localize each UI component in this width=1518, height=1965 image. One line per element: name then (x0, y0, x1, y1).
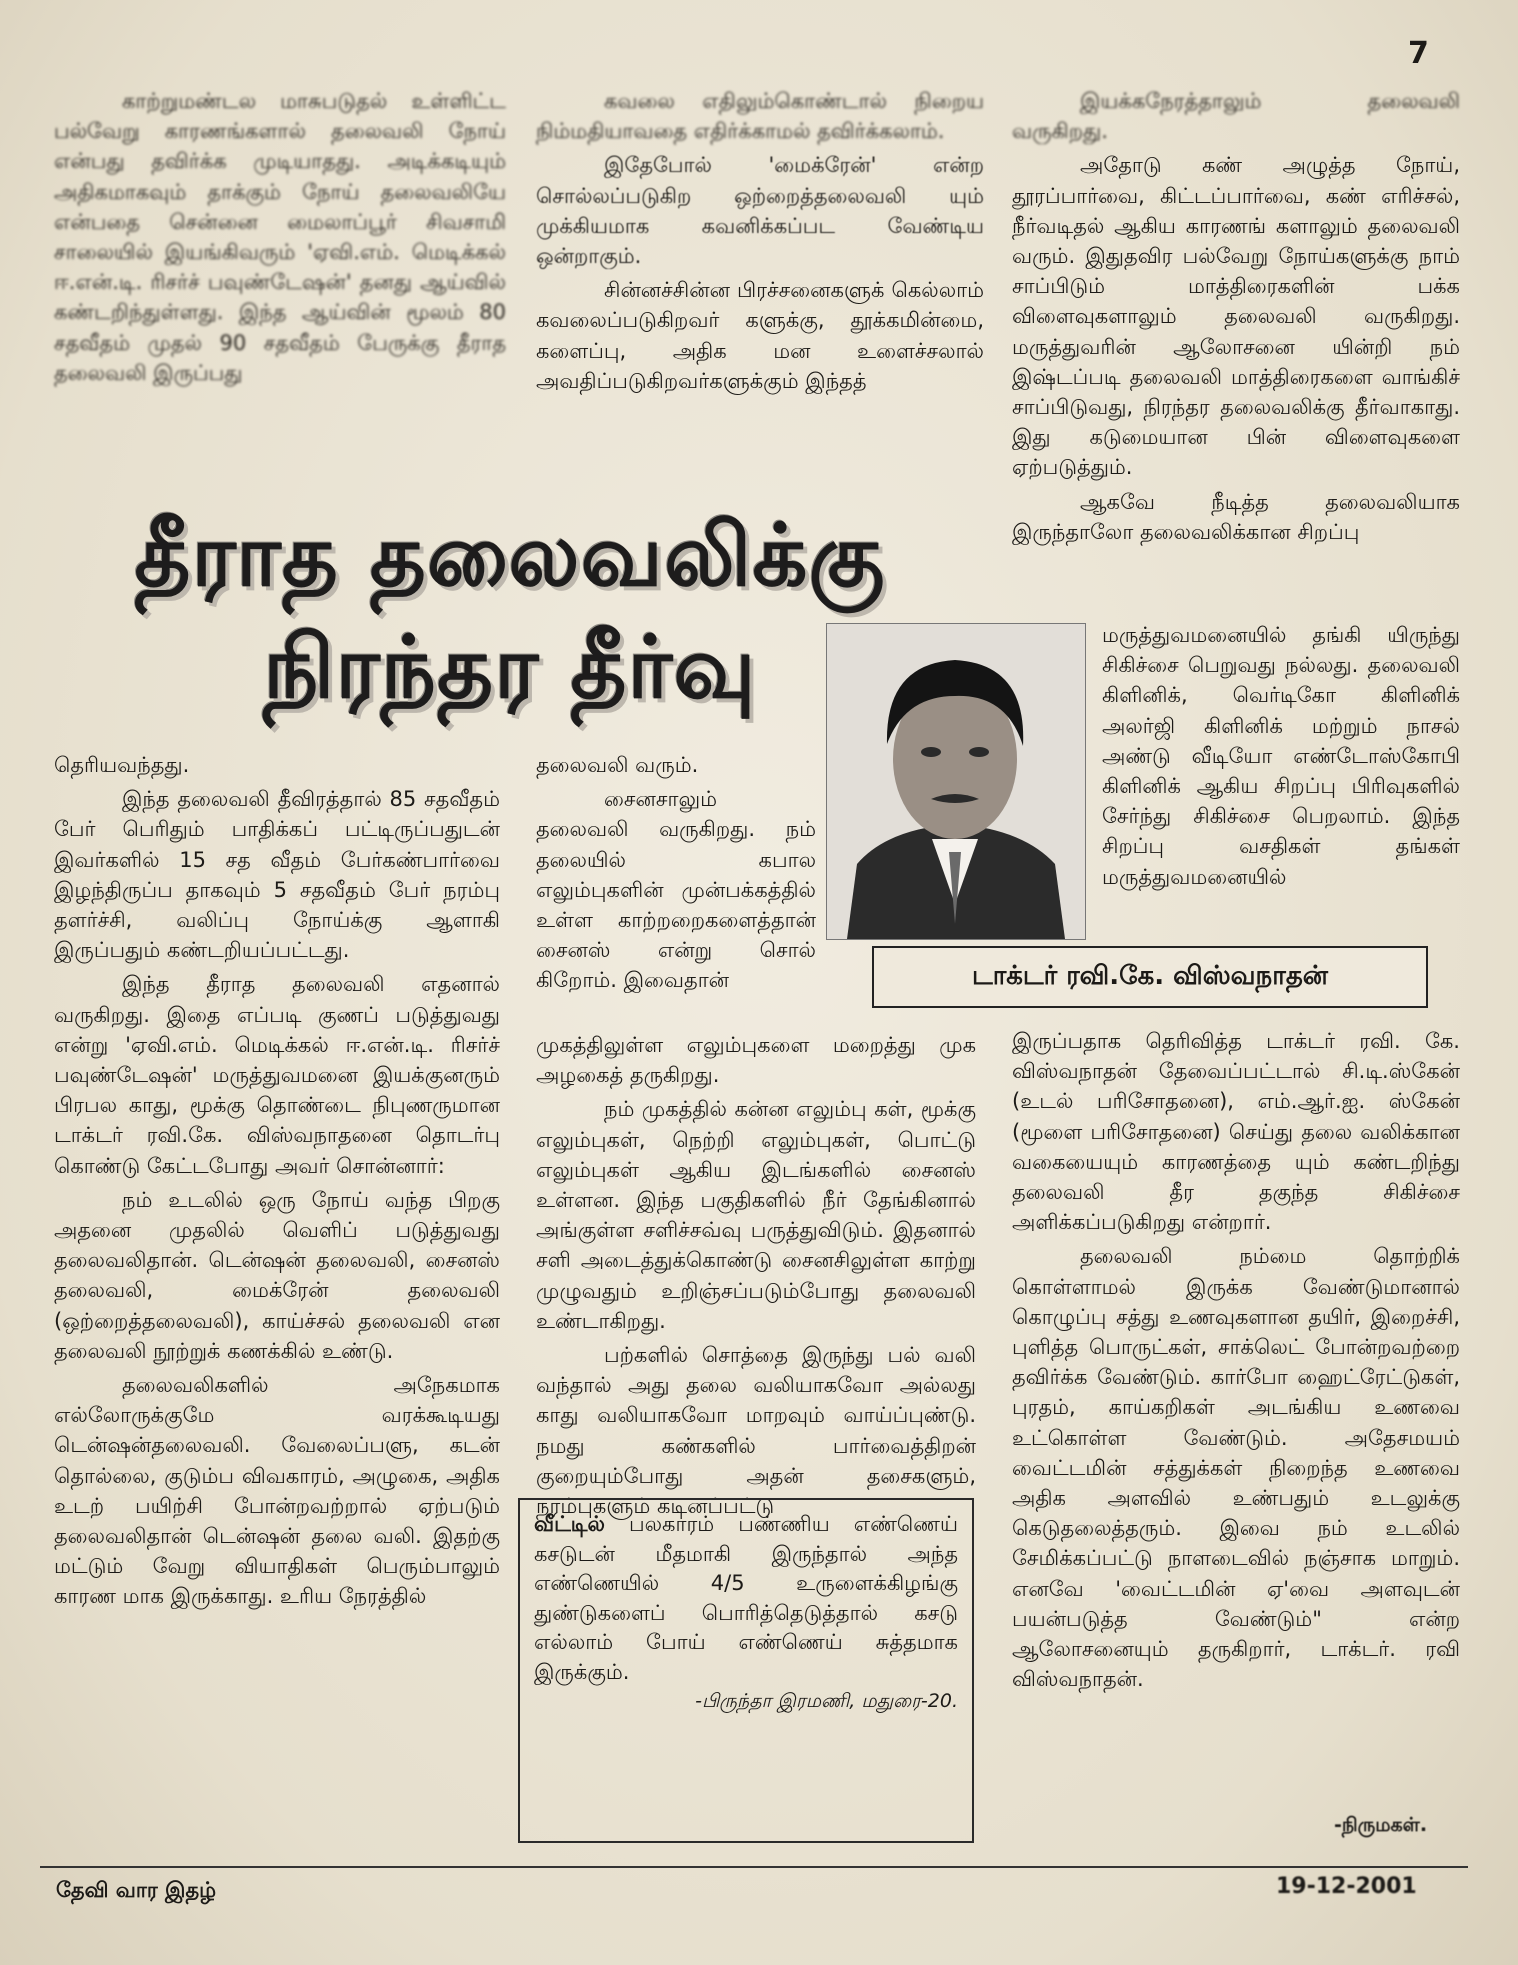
footer-rule (40, 1866, 1468, 1868)
tip-lead-word: வீட்டில் (534, 1512, 605, 1536)
top-col2-para2: இதேபோல் 'மைக்ரேன்' என்ற சொல்லப்படுகிற ஒற்றைத்தலைவலி யும் முக்கியமாக கவனிக்கப்பட வேண்டிய ஒன்றாகும். (536, 153, 984, 269)
top-col2-para1: கவலை எதிலும்கொண்டால் நிறைய நிம்மதியாவதை எதிர்க்காமல் தவிர்க்கலாம். (536, 89, 984, 144)
top-column-3 (1012, 86, 1460, 551)
top-col2-para3: சின்னச்சின்ன பிரச்சனைகளுக் கெல்லாம் கவலைப்படுகிறவர் களுக்கு, தூக்கமின்மை, களைப்பு, அதிக மன உளைச்சலால் அவதிப்படுகிறவர்களுக்கும் இந்தத் (536, 278, 984, 393)
doctor-photo (826, 623, 1086, 940)
photo-caption: டாக்டர் ரவி.கே. விஸ்வநாதன் (872, 946, 1428, 1008)
bottom-column-1 (54, 750, 500, 1616)
top-column-2 (536, 86, 984, 400)
tip-box (518, 1498, 974, 1843)
bottom-col2-para5: பற்களில் சொத்தை இருந்து பல் வலி வந்தால் அது தலை வலியாகவோ அல்லது காது வலியாகவோ மாறவும் வாய்ப்புண்டு. நமது கண்களில் பார்வைத்திறன் குறையும்போது அதன் தசைகளும், நரம்புகளும் கடினப்பட்டு (536, 1343, 976, 1519)
tip-source: -பிருந்தா இரமணி, மதுரை-20. (695, 1690, 958, 1712)
bottom-col1-para5: தலைவலிகளில் அநேகமாக எல்லோருக்குமே வரக்கூடியது டென்ஷன்தலைவலி. வேலைப்பளு, கடன் தொல்லை, குடும்ப விவகாரம், அழுகை, அதிக உடற் பயிற்சி போன்றவற்றால் ஏற்படும் தலைவலிதான் டென்ஷன் தலை வலி. இதற்கு மட்டும் வேறு வியாதிகள் பெரும்பாலும் காரண மாக இருக்காது. உரிய நேரத்தில் (54, 1373, 500, 1609)
bottom-col2-para1: தலைவலி வரும். (536, 753, 699, 777)
bottom-col2-para4: நம் முகத்தில் கன்ன எலும்பு கள், மூக்கு எலும்புகள், நெற்றி எலும்புகள், பொட்டு எலும்புகள் ஆகிய இடங்களில் சைனஸ் உள்ளன. இந்த பகுதிகளில் நீர் தேங்கினால் அங்குள்ள சளிச்சவ்வு பருத்துவிடும். இதனால் சளி அடைத்துக்கொண்டு சைனசிலுள்ள காற்று முழுவதும் உறிஞ்சப்படும்போது தலைவலி உண்டாகிறது. (536, 1097, 976, 1333)
top-col1-text: காற்றுமண்டல மாசுபடுதல் உள்ளிட்ட பல்வேறு காரணங்களால் தலைவலி நோய் என்பது தவிர்க்க முடியாதது. அடிக்கடியும் அதிகமாகவும் தாக்கும் நோய் தலைவலியே என்பதை சென்னை மைலாப்பூர் சிவசாமி சாலையில் இயங்கிவரும் 'ஏவி.எம். மெடிக்கல் ஈ.என்.டி. ரிசர்ச் பவுண்டேஷன்' தனது ஆய்வில் கண்டறிந்துள்ளது. இந்த ஆய்வின் மூலம் 80 சதவீதம் முதல் 90 சதவீதம் பேருக்கு தீராத தலைவலி இருப்பது (54, 89, 506, 385)
bottom-col3-para2: தலைவலி நம்மை தொற்றிக் கொள்ளாமல் இருக்க வேண்டுமானால் கொழுப்பு சத்து உணவுகளான தயிர், இறைச்சி, புளித்த பொருட்கள், சாக்லெட் போன்றவற்றை தவிர்க்க வேண்டும். கார்போ ஹைட்ரேட்டுகள், புரதம், காய்கறிகள் அடங்கிய உணவை உட்கொள்ள வேண்டும். அதேசமயம் வைட்டமின் சத்துக்கள் நிறைந்த உணவை அதிக அளவில் உண்பதும் உடலுக்கு கெடுதலைத்தரும். இவை நம் உடலில் சேமிக்கப்பட்டு நாளடைவில் நஞ்சாக மாறும். எனவே 'வைட்டமின் ஏ'வை அளவுடன் பயன்படுத்த வேண்டும்" என்ற ஆலோசனையும் தருகிறார், டாக்டர். ரவி விஸ்வநாதன். (1012, 1244, 1460, 1692)
bottom-col3-para1: இருப்பதாக தெரிவித்த டாக்டர் ரவி. கே. விஸ்வநாதன் தேவைப்பட்டால் சி.டி.ஸ்கேன் (உடல் பரிசோதனை), எம்.ஆர்.ஐ. ஸ்கேன் (மூளை பரிசோதனை) செய்து தலை வலிக்கான வகையையும் காரணத்தை யும் கண்டறிந்து தலைவலி தீர தகுந்த சிகிச்சை அளிக்கப்படுகிறது என்றார். (1012, 1029, 1460, 1235)
top-col3-para3b: மருத்துவமனையில் தங்கி யிருந்து சிகிச்சை பெறுவது நல்லது. தலைவலி கிளினிக், வெர்டிகோ கிளினிக் அலர்ஜி கிளினிக் மற்றும் நாசல் அண்டு வீடியோ எண்டோஸ்கோபி கிளினிக் ஆகிய சிறப்பு பிரிவுகளில் சேர்ந்து சிகிச்சை பெறலாம். இந்த சிறப்பு வசதிகள் தங்கள் மருத்துவமனையில் (1102, 623, 1460, 889)
top-column-1 (54, 86, 506, 392)
bottom-column-3 (1012, 1026, 1460, 1698)
author-signature: -நிருமகள். (1334, 1814, 1428, 1836)
bottom-col2-para2: சைனசாலும் தலைவலி வருகிறது. நம் தலையில் கபால எலும்புகளின் முன்பக்கத்தில் உள்ள காற்றறைகளைத்தான் சைனஸ் என்று சொல் கிறோம். இவைதான் (536, 787, 816, 993)
right-column-continuation (1102, 620, 1460, 896)
bottom-col1-para1: தெரியவந்தது. (54, 753, 190, 777)
headline-line-1: தீராத தலைவலிக்கு (134, 506, 886, 606)
top-col3-para2: அதோடு கண் அழுத்த நோய், தூரப்பார்வை, கிட்டப்பார்வை, கண் எரிச்சல், நீர்வடிதல் ஆகிய காரணங் களாலும் தலைவலி வரும். இதுதவிர பல்வேறு நோய்களுக்கு நாம் சாப்பிடும் மாத்திரைகளின் பக்க விளைவுகளாலும் தலைவலி வருகிறது. மருத்துவரின் ஆலோசனை யின்றி நம் இஷ்டப்படி தலைவலி மாத்திரைகளை வாங்கிச் சாப்பிடுவது, நிரந்தர தலைவலிக்கு தீர்வாகாது. இது கடுமையான பின் விளைவுகளை ஏற்படுத்தும். (1012, 153, 1460, 480)
bottom-column-2-lower (536, 1030, 976, 1525)
tip-text (534, 1510, 958, 1687)
bottom-column-2-upper (536, 750, 816, 1000)
page-number: 7 (1408, 36, 1429, 71)
issue-date: 19-12-2001 (1276, 1874, 1417, 1899)
top-col3-para1: இயக்கநேரத்தாலும் தலைவலி வருகிறது. (1012, 89, 1460, 144)
bottom-col1-para4: நம் உடலில் ஒரு நோய் வந்த பிறகு அதனை முதலில் வெளிப் படுத்துவது தலைவலிதான். டென்ஷன் தலைவலி, சைனஸ் தலைவலி, மைக்ரேன் தலைவலி (ஒற்றைத்தலைவலி), காய்ச்சல் தலைவலி என தலைவலி நூற்றுக் கணக்கில் உண்டு. (54, 1187, 500, 1363)
bottom-col2-para3: முகத்திலுள்ள எலும்புகளை மறைத்து முக அழகைத் தருகிறது. (536, 1033, 976, 1088)
tip-body: பலகாரம் பண்ணிய எண்ணெய் கசடுடன் மீதமாகி இருந்தால் அந்த எண்ணெயில் 4/5 உருளைக்கிழங்கு துண்டுகளைப் பொரித்தெடுத்தால் கசடு எல்லாம் போய் எண்ணெய் சுத்தமாக இருக்கும். (534, 1512, 958, 1684)
top-col3-para3a: ஆகவே நீடித்த தலைவலியாக இருந்தாலோ தலைவலிக்கான சிறப்பு (1012, 489, 1460, 544)
headline-line-2: நிரந்தர தீர்வு (263, 618, 757, 718)
bottom-col1-para2: இந்த தலைவலி தீவிரத்தால் 85 சதவீதம் பேர் பெரிதும் பாதிக்கப் பட்டிருப்பதுடன் இவர்களில் 15 சத வீதம் பேர்கண்பார்வை இழந்திருப்ப தாகவும் 5 சதவீதம் பேர் நரம்பு தளர்ச்சி, வலிப்பு நோய்க்கு ஆளாகி இருப்பதும் கண்டறியப்பட்டது. (54, 787, 500, 963)
portrait-image (827, 624, 1085, 939)
bottom-col1-para3: இந்த தீராத தலைவலி எதனால் வருகிறது. இதை எப்படி குணப் படுத்துவது என்று 'ஏவி.எம். மெடிக்கல் ஈ.என்.டி. ரிசர்ச் பவுண்டேஷன்' மருத்துவமனை இயக்குனரும் பிரபல காது, மூக்கு தொண்டை நிபுணருமான டாக்டர் ரவி.கே. விஸ்வநாதனை தொடர்பு கொண்டு கேட்டபோது அவர் சொன்னார்: (54, 972, 500, 1178)
magazine-name: தேவி வார இதழ் (56, 1878, 217, 1902)
